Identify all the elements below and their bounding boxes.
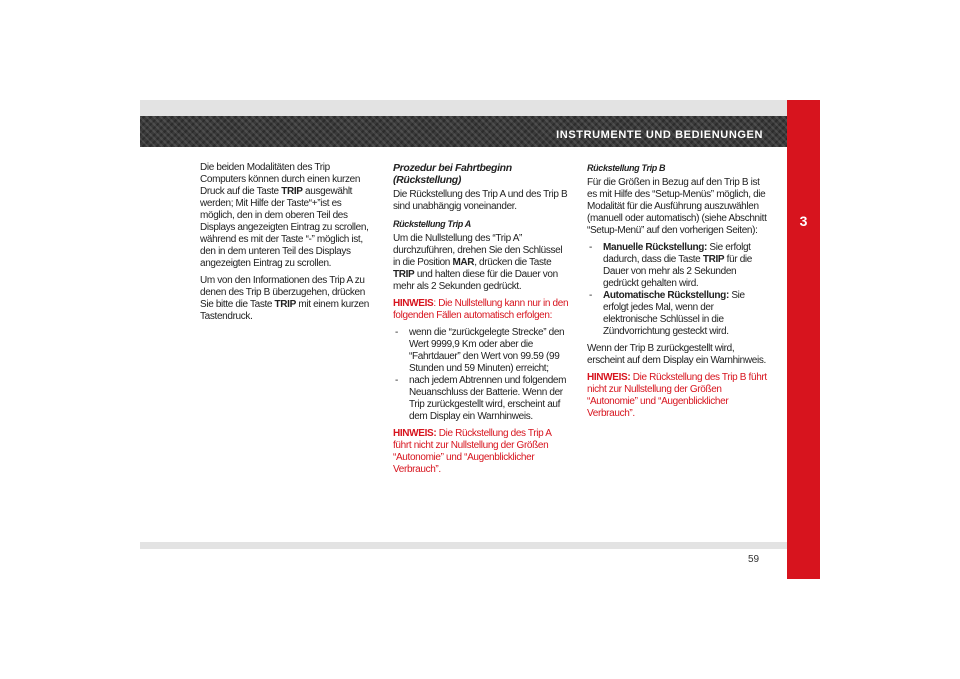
reset-mode-list xyxy=(587,242,767,338)
list-item: - nach jedem Abtrennen und folgendem Neuanschluss der Batterie. Wenn der Trip zurückgestellt wird, erscheint auf dem Display ein Warnhinweis. xyxy=(393,375,570,423)
auto-reset-list xyxy=(393,327,570,423)
subheading-reset-trip-a: Rückstellung Trip A xyxy=(393,219,471,229)
list-item: - wenn die “zurückgelegte Strecke” den Wert 9999,9 Km oder aber die “Fahrtdauer” den Wert von 99.59 (99 Stunden und 59 Minuten) erreicht; xyxy=(393,327,570,375)
trip-key-label: TRIP xyxy=(281,186,303,197)
paragraph-trip-switch: Um von den Informationen des Trip A zu denen des Trip B überzugehen, drücken Sie bitte die Taste TRIP mit einem kurzen Tastendruck. xyxy=(200,275,369,322)
note-trip-a: HINWEIS: Die Rückstellung des Trip A führt nicht zur Nullstellung der Größen “Autonomie” und “Augenblicklicher Verbrauch”. xyxy=(393,428,552,475)
mar-position-label: MAR xyxy=(452,257,475,268)
paragraph-trip-modes: Die beiden Modalitäten des Trip Computers können durch einen kurzen Druck auf die Taste TRIP ausgewählt werden; Mit Hilfe der Taste“+”ist es möglich, den in dem oberen Teil des Displays angezeigten Eintrag zu scrollen, während es mit der Taste “-” möglich ist, den in dem unteren Teil des Displays angezeigten Eintrag zu scrollen. xyxy=(200,162,369,269)
text-column-2 xyxy=(393,162,570,481)
section-title: INSTRUMENTE UND BEDIENUNGEN xyxy=(556,129,763,141)
trip-key-label: TRIP xyxy=(274,299,296,310)
trip-key-label: TRIP xyxy=(702,254,725,265)
note-trip-b: HINWEIS: Die Rückstellung des Trip B führt nicht zur Nullstellung der Größen “Autonomie” und “Augenblicklicher Verbrauch”. xyxy=(587,372,767,419)
note-label: HINWEIS: xyxy=(393,428,437,439)
page-number: 59 xyxy=(748,554,760,565)
paragraph-reset-trip-a: Um die Nullstellung des “Trip A” durchzuführen, drehen Sie den Schlüssel in die Position MAR, drücken die Taste TRIP und halten diese für die Dauer von mehr als 2 Sekunden gedrückt. xyxy=(393,233,563,292)
text-column-1 xyxy=(200,162,374,328)
note-label: HINWEIS: xyxy=(587,372,631,383)
paragraph-reset-trip-b: Für die Größen in Bezug auf den Trip B ist es mit Hilfe des “Setup-Menüs” möglich, die Modalität für die Ausführung auszuwählen (manuell oder automatisch) (siehe Abschnitt “Setup-Menü” auf den vorherigen Seiten): xyxy=(587,177,767,236)
note-auto-reset: HINWEIS: Die Nullstellung kann nur in den folgenden Fällen automatisch erfolgen: xyxy=(393,298,569,321)
list-item: - Manuelle Rückstellung: Sie erfolgt dadurch, dass die Taste TRIP für die Dauer von mehr als 2 Sekunden gedrückt gehalten wird. xyxy=(587,242,767,290)
note-label: HINWEIS xyxy=(393,298,434,309)
heading-reset-procedure: Prozedur bei Fahrtbeginn (Rückstellung) xyxy=(393,162,512,186)
footer-band xyxy=(140,542,787,549)
trip-key-label: TRIP xyxy=(393,269,415,280)
section-header-band xyxy=(140,100,787,147)
list-item: - Automatische Rückstellung: Sie erfolgt jedes Mal, wenn der elektronische Schlüssel in die Zündvorrichtung gesteckt wird. xyxy=(587,290,767,338)
text-column-3 xyxy=(587,162,767,425)
chapter-tab xyxy=(787,100,820,579)
subheading-reset-trip-b: Rückstellung Trip B xyxy=(587,163,666,173)
paragraph-reset-intro: Die Rückstellung des Trip A und des Trip B sind unabhängig voneinander. xyxy=(393,189,568,212)
chapter-number: 3 xyxy=(799,213,808,229)
paragraph-warning: Wenn der Trip B zurückgestellt wird, erscheint auf dem Display ein Warnhinweis. xyxy=(587,343,766,366)
